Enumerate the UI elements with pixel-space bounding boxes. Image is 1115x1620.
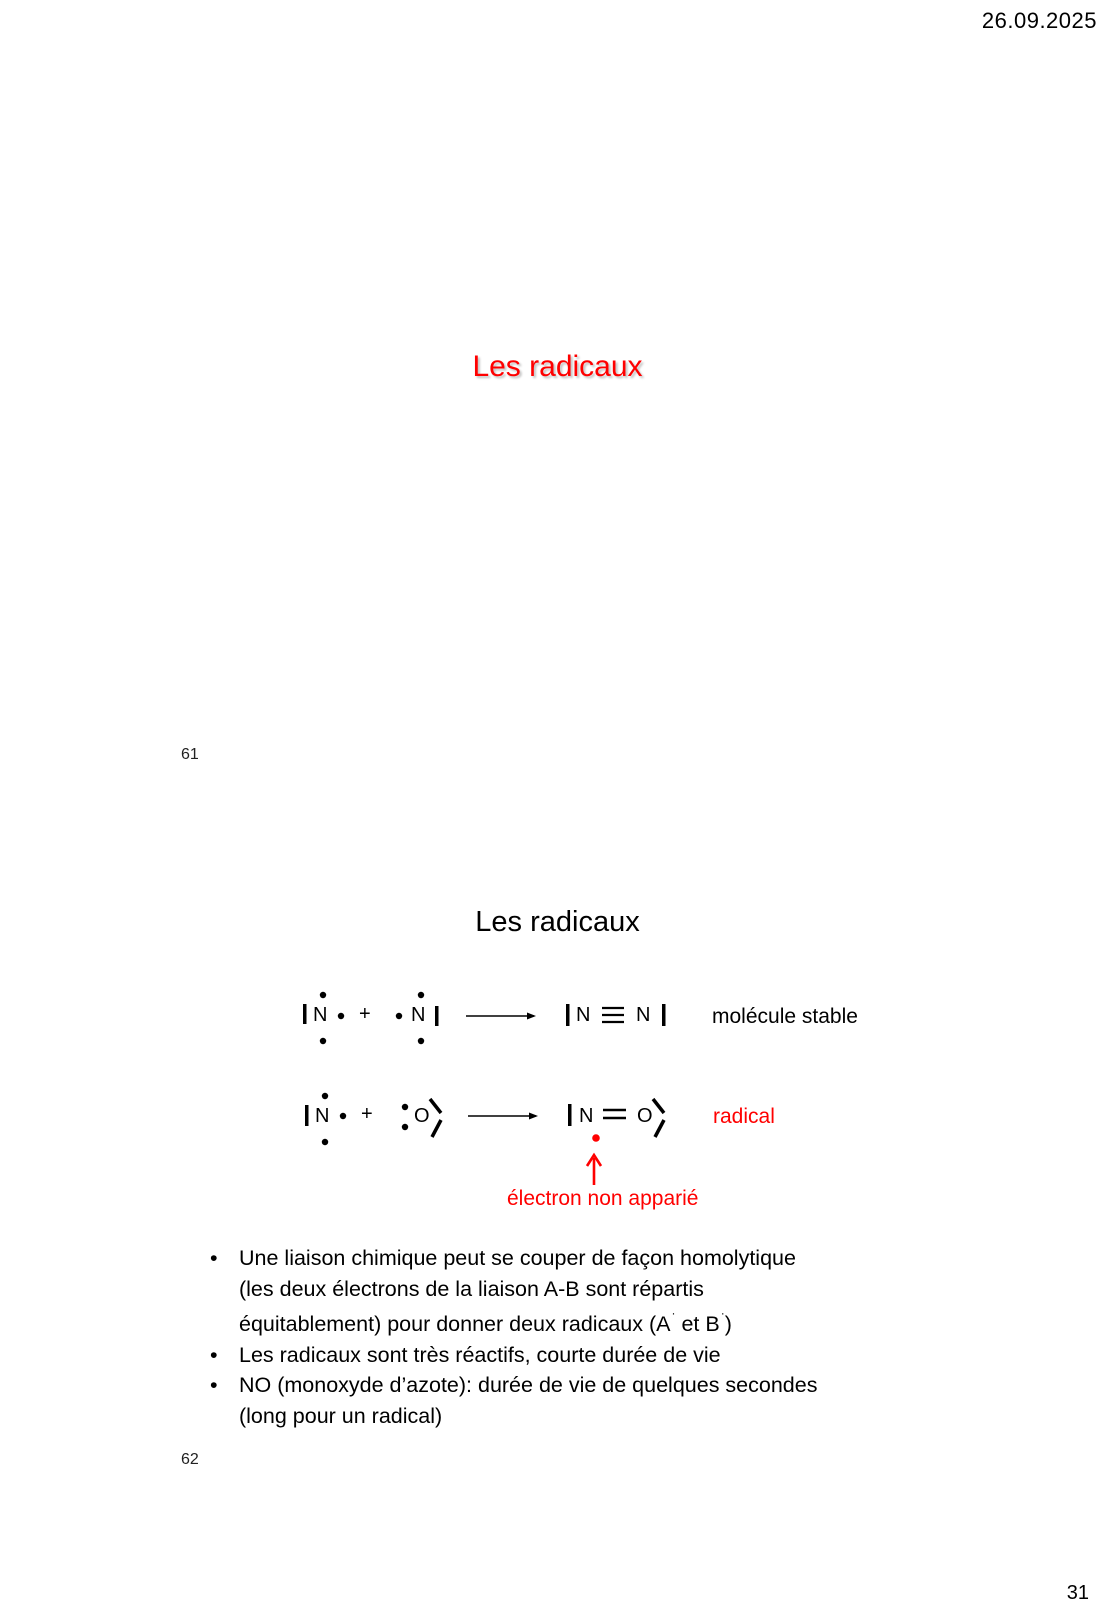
bullet-3-line-2: (long pour un radical) xyxy=(239,1403,443,1428)
bullet-1-line-3-post: ) xyxy=(724,1312,732,1337)
r1-product-right: N xyxy=(636,1004,651,1026)
bullet-1-line-3-mid: et B xyxy=(675,1312,720,1337)
page-number: 31 xyxy=(1066,1582,1089,1604)
r2-atom-1: N xyxy=(315,1105,330,1127)
slide-62-number: 62 xyxy=(181,1451,199,1468)
slide-62-title: Les radicaux xyxy=(475,906,640,938)
r1-plus: + xyxy=(359,1003,371,1025)
radical-dot-b: · xyxy=(720,1306,725,1320)
slide-61-number: 61 xyxy=(181,746,199,763)
bullet-1-line-3 xyxy=(239,1304,860,1340)
bullet-no xyxy=(210,1370,860,1431)
r2-product-left: N xyxy=(579,1105,594,1127)
unpaired-electron-annotation: électron non apparié xyxy=(507,1187,699,1210)
r2-plus: + xyxy=(361,1103,373,1125)
bullet-list xyxy=(210,1243,860,1431)
bullet-1-line-2: (les deux électrons de la liaison A-B sont répartis xyxy=(239,1276,704,1301)
r2-product-right: O xyxy=(637,1105,653,1127)
r1-atom-1: N xyxy=(313,1004,328,1026)
bullet-1-line-1: • Une liaison chimique peut se couper de façon homolytique xyxy=(239,1246,796,1270)
r1-label: molécule stable xyxy=(712,1005,858,1028)
print-date: 26.09.2025 xyxy=(981,8,1097,33)
bullet-reactivity xyxy=(210,1340,860,1371)
r1-product-left: N xyxy=(576,1004,591,1026)
r1-atom-2: N xyxy=(411,1004,426,1026)
bullet-3-line-1: • NO (monoxyde d’azote): durée de vie de quelques secondes xyxy=(239,1373,818,1398)
r2-atom-2: O xyxy=(414,1105,430,1127)
bullet-1-line-3-pre: équitablement) pour donner deux radicaux (A xyxy=(239,1312,671,1337)
bullet-2-text: • Les radicaux sont très réactifs, courte durée de vie xyxy=(239,1342,721,1367)
slide-61-title: Les radicaux xyxy=(472,350,643,383)
r2-label-radical: radical xyxy=(713,1105,775,1128)
bullet-homolytic xyxy=(210,1243,860,1340)
radical-dot-a: · xyxy=(671,1306,676,1320)
